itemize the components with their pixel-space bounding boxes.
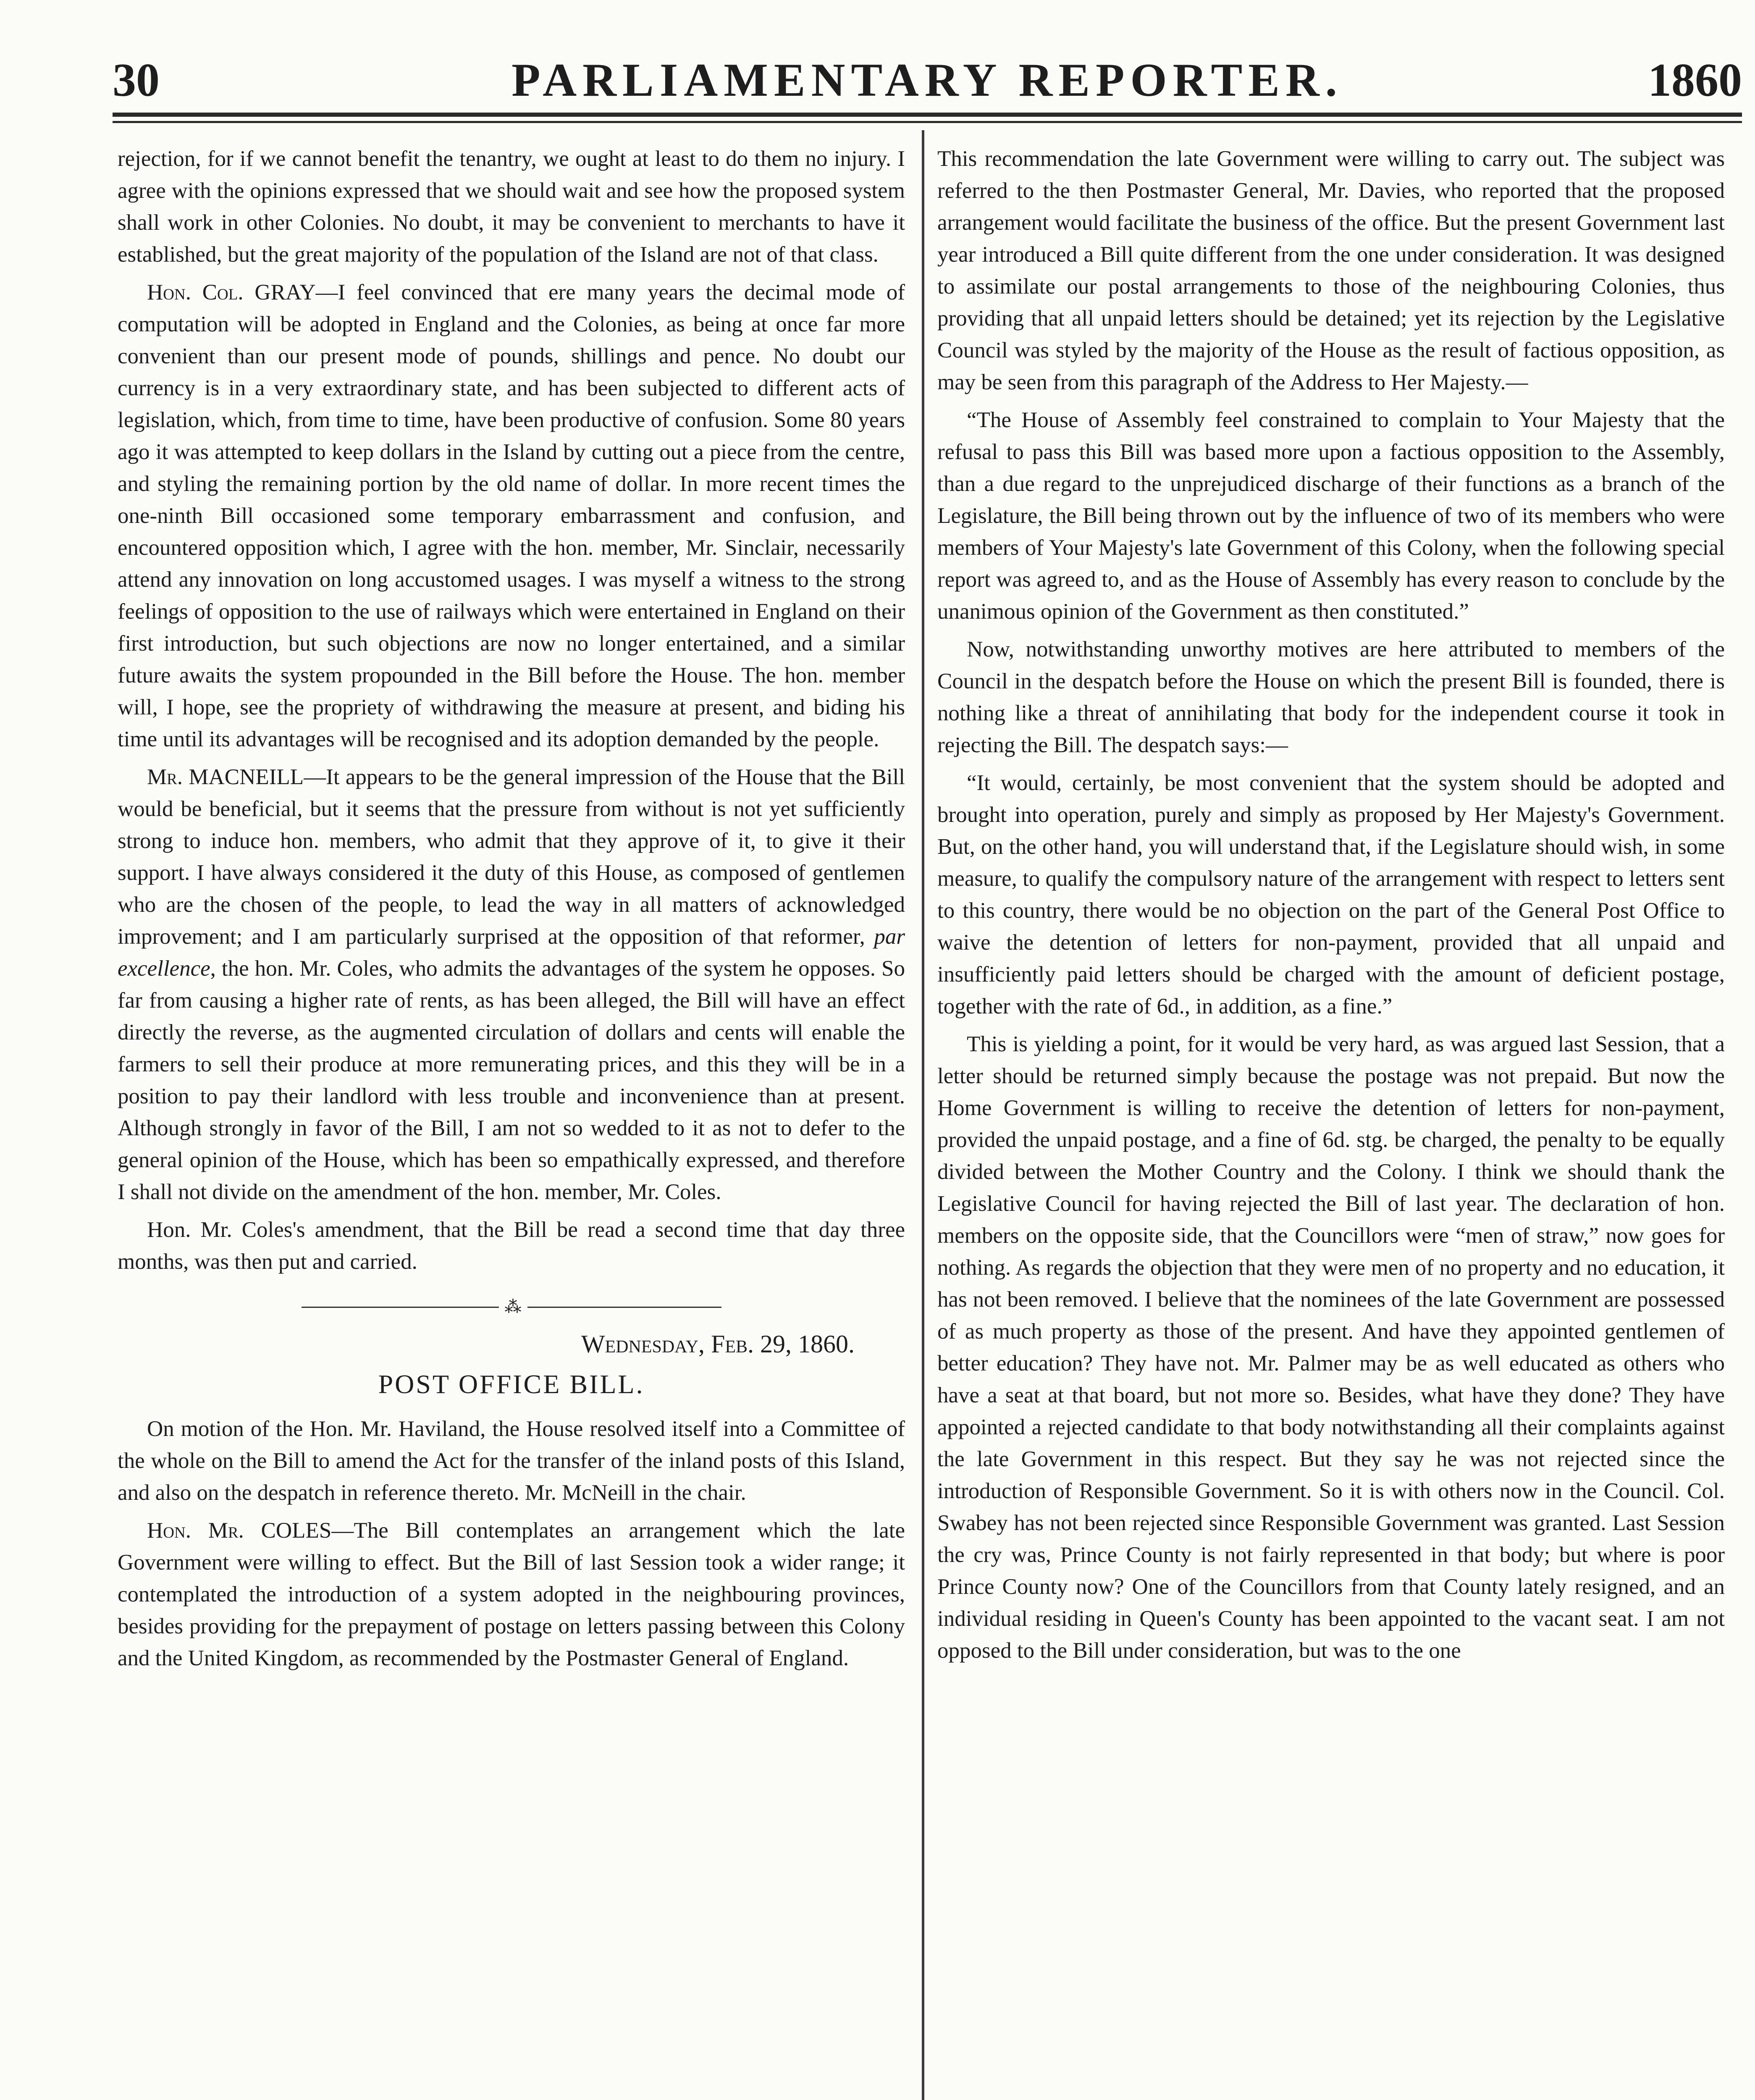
quotation-despatch: “It would, certainly, be most convenient that the system should be adopted and brought into operation, purely and simply as proposed by Her Majesty's Government. But, on the other hand, you will understand that, if the Legislature should wish, in some measure, to qualify the compulsory nature of the arrangement with respect to letters sent to this country, there would be no objection on the part of the General Post Office to waive the detention of letters for non-payment, provided that all unpaid and insufficiently paid letters should be charged with the amount of deficient postage, together with the rate of 6d., in addition, as a fine.” xyxy=(937,771,1725,1018)
speaker-name: Hon. Mr. COLES xyxy=(147,1518,332,1543)
publication-title: PARLIAMENTARY REPORTER. xyxy=(512,54,1343,106)
speech-text: —It appears to be the general impression of the House that the Bill would be beneficial, but it seems that the pressure from without is not yet sufficiently strong to induce hon. members, who admit that they approve of it, to give it their support. I have always considered it the duty of this House, as composed of gentlemen who are the chosen of the people, to lead the way in all matters of acknowledged improvement; and I am particularly surprised at the opposition of that reformer, xyxy=(118,765,905,949)
column-divider xyxy=(922,130,924,2100)
header-rule-thin xyxy=(113,121,1742,123)
speech-text: —I feel convinced that ere many years the decimal mode of computation will be adopted in England and the Colonies, as being at once far more convenient than our present mode of pounds, shillings and pence. No doubt our currency is in a very extraordinary state, and has been subjected to different acts of legislation, which, from time to time, have been productive of confusion. Some 80 years ago it was attempted to keep dollars in the Island by cutting out a piece from the centre, and styling the remaining portion by the old name of dollar. In more recent times the one-ninth Bill occasioned some temporary embarrassment and confusion, and encountered opposition which, I agree with the hon. member, Mr. Sinclair, necessarily attend any innovation on long accustomed usages. I was myself a witness to the strong feelings of opposition to the use of railways which were entertained in England on their first introduction, but such objections are now no longer entertained, and a similar future awaits the system propounded in the Bill before the House. The hon. member will, I hope, see the propriety of withdrawing the measure at present, and biding his time until its advantages will be recognised and its adoption demanded by the people. xyxy=(118,280,905,751)
speech-text: —The Bill contemplates an arrangement which the late Government were willing to effect. But the Bill of last Session took a wider range; it contemplated the introduction of a system adopted in the neighbouring provinces, besides providing for the prepayment of postage on letters passing between this Colony and the United Kingdom, as recommended by the Postmaster General of England. xyxy=(118,1518,905,1670)
paragraph-despatch: Now, notwithstanding unworthy motives are here attributed to members of the Council in the despatch before the House on which the present Bill is founded, there is nothing like a threat of annihilating that body for the independent course it took in rejecting the Bill. The despatch says:— xyxy=(937,637,1725,757)
page-year: 1860 xyxy=(1648,54,1742,106)
paragraph-amendment: Hon. Mr. Coles's amendment, that the Bill be read a second time that day three months, was then put and carried. xyxy=(118,1218,905,1274)
paragraph-gray xyxy=(118,276,905,755)
paragraph-yielding: This is yielding a point, for it would be very hard, as was argued last Session, that a letter should be returned simply because the postage was not prepaid. But now the Home Government is willing to receive the detention of letters for non-payment, provided the unpaid postage, and a fine of 6d. stg. be charged, the penalty to be equally divided between the Mother Country and the Colony. I think we should thank the Legislative Council for having rejected the Bill of last year. The declaration of hon. members on the opposite side, that the Councillors were “men of straw,” now goes for nothing. As regards the objection that they were men of no property and no education, it has not been removed. I believe that the nominees of the late Government are possessed of as much property as those of the present. And have they appointed gentlemen of better education? They have not. Mr. Palmer may be as well educated as others who have a seat at that board, but not more so. Besides, what have they done? They have appointed a rejected candidate to that body notwithstanding all their complaints against the late Government in this respect. But they say he was not rejected since the introduction of Responsible Government. So it is with others now in the Council. Col. Swabey has not been rejected since Responsible Government was granted. Last Session the cry was, Prince County is not fairly represented in that body; but where is poor Prince County now? One of the Councillors from that County lately resigned, and an individual residing in Queen's County has been appointed to the vacant seat. I am not opposed to the Bill under consideration, but was to the one xyxy=(937,1032,1725,1663)
speaker-name: Hon. Col. GRAY xyxy=(147,280,316,304)
paragraph-coles xyxy=(118,1515,905,1674)
page-number: 30 xyxy=(113,54,160,106)
page-header xyxy=(113,49,1742,116)
italic-phrase: par excellence xyxy=(118,924,905,981)
paragraph-continued: This recommendation the late Government were willing to carry out. The subject was referred to the then Postmaster General, Mr. Davies, who reported that the proposed arrangement would facilitate the business of the office. But the present Government last year introduced a Bill quite different from the one under consideration. It was designed to assimilate our postal arrangements to those of the neighbouring Colonies, thus providing that all unpaid letters should be detained; yet its rejection by the Legislative Council was styled by the majority of the House as the result of factious opposition, as may be seen from this paragraph of the Address to Her Majesty.— xyxy=(937,147,1725,394)
paragraph-macneill xyxy=(118,761,905,1208)
paragraph-continued: rejection, for if we cannot benefit the tenantry, we ought at least to do them no injury. I agree with the opinions expressed that we should wait and see how the proposed system shall work in other Colonies. No doubt, it may be convenient to merchants to have it established, but the great majority of the population of the Island are not of that class. xyxy=(118,147,905,267)
dateline: Wednesday, Feb. 29, 1860. xyxy=(581,1330,855,1358)
section-ornament xyxy=(302,1297,721,1316)
quotation-address: “The House of Assembly feel constrained to complain to Your Majesty that the refusal to pass this Bill was based more upon a factious opposition to the Assembly, than a due regard to the unprejudiced discharge of their functions as a branch of the Legislature, the Bill being thrown out by the influence of two of its members who were members of Your Majesty's late Government of this Colony, when the following special report was agreed to, and as the House of Assembly has every reason to conclude by the unanimous opinion of the Government as then constituted.” xyxy=(937,408,1725,624)
paragraph-motion: On motion of the Hon. Mr. Haviland, the House resolved itself into a Committee of the whole on the Bill to amend the Act for the transfer of the inland posts of this Island, and also on the despatch in reference thereto. Mr. McNeill in the chair. xyxy=(118,1417,905,1505)
speaker-name: Mr. MACNEILL xyxy=(147,765,304,789)
left-column xyxy=(118,143,905,1680)
right-column xyxy=(937,143,1725,1672)
section-heading: POST OFFICE BILL. xyxy=(378,1369,645,1399)
header-rule-thick xyxy=(113,113,1742,117)
ornament-glyph: ⁂ xyxy=(499,1303,527,1311)
speech-text: , the hon. Mr. Coles, who admits the advantages of the system he opposes. So far from causing a higher rate of rents, as has been alleged, the Bill will have an effect directly the reverse, as the augmented circulation of dollars and cents will enable the farmers to sell their produce at more remunerating prices, and this they will be in a position to pay their landlord with less trouble and inconvenience than at present. Although strongly in favor of the Bill, I am not so wedded to it as not to defer to the general opinion of the House, which has been so empathically expressed, and therefore I shall not divide on the amendment of the hon. member, Mr. Coles. xyxy=(118,956,905,1204)
